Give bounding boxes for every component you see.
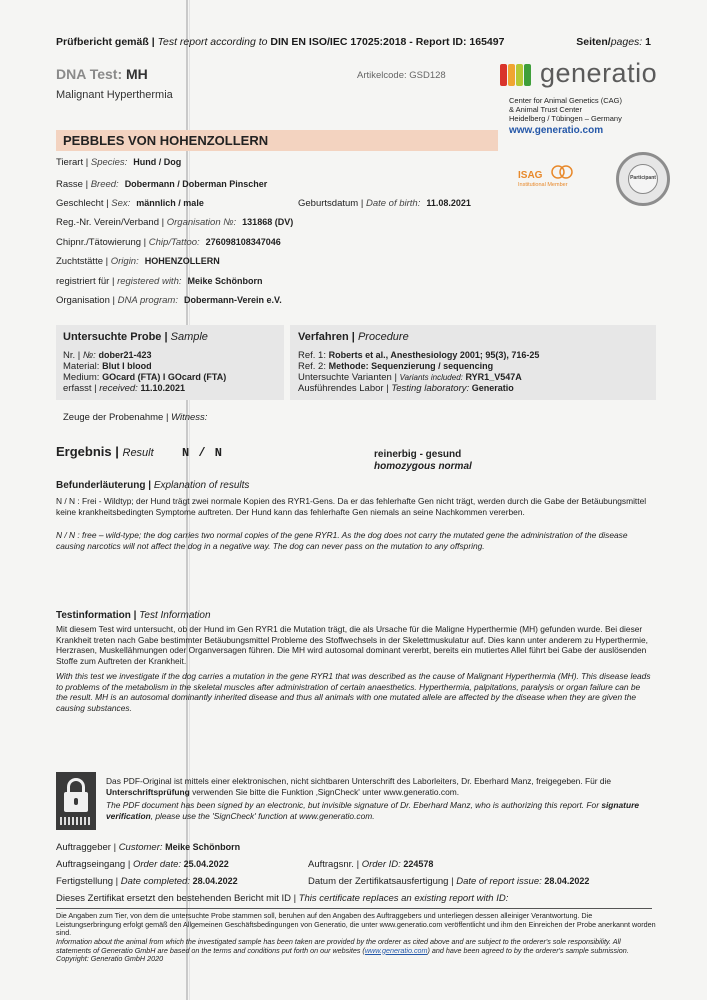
sex-row: Geschlecht | Sex: männlich / male <box>56 198 204 209</box>
page-count: Seiten/pages: 1 <box>576 36 651 48</box>
signature-note-de: Das PDF-Original ist mittels einer elektronischen, nicht sichtbaren Unterschrift des Laborleiters, Dr. Eberhard Manz, freigegeben. Für die Unterschriftsprüfung verwenden Sie bitte die Funktion ‚SignCheck' unter www.generatio.com. <box>106 776 612 797</box>
sample-nr: Nr. | №: dober21-423 <box>63 350 152 361</box>
logo-bar <box>508 64 515 86</box>
logo-bar <box>524 64 531 86</box>
order-id-row: Auftragsnr. | Order ID: 224578 <box>308 859 434 870</box>
species-row: Tierart | Species: Hund / Dog <box>56 157 182 168</box>
isag-subtext: Institutional Member <box>518 182 568 188</box>
procedure-variants: Untersuchte Varianten | Variants included: RYR1_V547A <box>298 372 522 383</box>
footer-de: Die Angaben zum Tier, von dem die untersuchte Probe stammen soll, beruhen auf den Angaben des Auftraggebers und unterliegen dessen alleiniger Verantwortung. Die Leistungserbringung erfolgt gemäß den Allgemeinen Geschäftsbedingungen von Generatio, die unter www.generatio.com veröffentlicht und ihm den Einreichen der Probe anerkannt worden sind. <box>56 911 656 938</box>
owner-row: registriert für | registered with: Meike Schönborn <box>56 276 263 287</box>
replaces-report-row: Dieses Zertifikat ersetzt den bestehenden Bericht mit ID | This certificate replaces an existing report with ID: <box>56 893 509 904</box>
dog-name: PEBBLES VON HOHENZOLLERN <box>63 133 269 148</box>
organisation-row: Organisation | DNA program: Dobermann-Verein e.V. <box>56 295 282 306</box>
testinfo-en: With this test we investigate if the dog carries a mutation in the gene RYR1 that was described as the cause of Malignant Hyperthermia (MH). This disease leads to problems of the metabolism in the skeletal muscles after administration of certain anaesthetics. Hyperthermia, palpitations, paralysis or organ failure can be the result. MH is an autosomal dominantly inherited disease and thus all animals with one mutated allele are affected by the disease when they are given the causing substances. <box>56 671 651 713</box>
test-title: DNA Test: MH <box>56 66 148 82</box>
footer-link[interactable]: www.generatio.com <box>364 945 428 955</box>
lab-url[interactable]: www.generatio.com <box>509 125 604 136</box>
footer-divider <box>56 908 652 909</box>
test-name: Malignant Hyperthermia <box>56 89 173 101</box>
procedure-title: Verfahren | Procedure <box>298 331 409 343</box>
issue-date-row: Datum der Zertifikatsausfertigung | Date of report issue: 28.04.2022 <box>308 876 590 887</box>
report-id: 165497 <box>469 36 505 48</box>
article-code: Artikelcode: GSD128 <box>357 70 446 81</box>
procedure-box <box>290 325 656 400</box>
sample-medium: Medium: GOcard (FTA) I GOcard (FTA) <box>63 372 227 383</box>
result-text-de: reinerbig - gesund <box>374 449 462 460</box>
result-text-en: homozygous normal <box>374 461 472 472</box>
logo-bar <box>516 64 523 86</box>
customer-row: Auftraggeber | Customer: Meike Schönborn <box>56 842 241 853</box>
report-header: Prüfbericht gemäß | Test report according to DIN EN ISO/IEC 17025:2018 - Report ID: 165497 <box>56 36 505 48</box>
footer-en: Information about the animal from which the investigated sample has been taken are provided by the orderer as cited above and are subject to the orderer's sole responsibility. All statements of Generatio GmbH are based on the terms and conditions put forth on our websites (www.generatio.com) and have been agreed to by the orderer's sample submission. Copyright: Generatio GmbH 2020 <box>56 937 629 964</box>
kennel-row: Zuchtstätte | Origin: HOHENZOLLERN <box>56 256 220 267</box>
procedure-ref1: Ref. 1: Roberts et al., Anesthesiology 2001; 95(3), 716-25 <box>298 350 540 361</box>
signature-note-en: The PDF document has been signed by an electronic, but invisible signature of Dr. Eberhard Manz, who is authorizing this report. For signature verification, please use the 'SignCheck' function at www.generatio.com. <box>106 800 640 821</box>
testinfo-de: Mit diesem Test wird untersucht, ob der Hund im Gen RYR1 die Mutation trägt, die als Ursache für die Maligne Hyperthermie (MH) gefunden wurde. Bei dieser Krankheit treten nach Gabe bestimmter Betäubungsmittel Probleme des Stoffwechsels in der Skelettmuskulatur auf. Dies kann unter anderem zu Hyperthermie, Herzrasen, Muskellähmungen oder Organversagen führen. Die MH wird autosomal dominant vererbt, bereits ein mutiertes Allel führt bei Gabe der auslösenden Stoffe zum Auftreten der Krankheit. <box>56 624 648 666</box>
chip-row: Chipnr./Tätowierung | Chip/Tattoo: 276098108347046 <box>56 237 281 248</box>
witness-row: Zeuge der Probenahme | Witness: <box>63 412 208 423</box>
dob-row: Geburtsdatum | Date of birth: 11.08.2021 <box>298 198 471 209</box>
sample-material: Material: Blut I blood <box>63 361 152 372</box>
result-label: Ergebnis | Result <box>56 444 154 459</box>
breed-row: Rasse | Breed: Dobermann / Doberman Pinscher <box>56 179 268 190</box>
result-genotype: N / N <box>182 446 224 460</box>
sample-received: erfasst | received: 11.10.2021 <box>63 383 186 394</box>
generatio-logo-text: generatio <box>540 58 658 88</box>
sample-box <box>56 325 284 400</box>
explanation-en: N / N : free – wild-type; the dog carries two normal copies of the gene RYR1. As the dog does not carry the mutated gene the administration of the disease causing narcotics will not affect the dog in a negative way. The dog can never pass on the mutation to any offspring. <box>56 530 628 551</box>
generatio-logo-icon <box>500 64 536 86</box>
registration-row: Reg.-Nr. Verein/Verband | Organisation №: 131868 (DV) <box>56 217 294 228</box>
explanation-title: Befunderläuterung | Explanation of results <box>56 480 250 491</box>
completed-row: Fertigstellung | Date completed: 28.04.2022 <box>56 876 238 887</box>
proficiency-seal-icon: Participant <box>616 152 670 206</box>
sample-title: Untersuchte Probe | Sample <box>63 331 208 343</box>
procedure-lab: Ausführendes Labor | Testing laboratory: Generatio <box>298 383 514 394</box>
lab-address: Center for Animal Genetics (CAG) & Animal Trust Center Heidelberg / Tübingen – Germany <box>509 96 622 123</box>
order-date-row: Auftragseingang | Order date: 25.04.2022 <box>56 859 229 870</box>
logo-bar <box>500 64 507 86</box>
isag-text: ISAG <box>518 170 543 181</box>
explanation-de: N / N : Frei - Wildtyp; der Hund trägt zwei normale Kopien des RYR1-Gens. Da er das fehlerhafte Gen nicht trägt, werden durch die Gabe der Betäubungsmittel keine krankheitsbedingten Symptome auftreten. Der Hund kann das fehlerhafte Gen niemals an seine Nachkommen vererben. <box>56 496 647 517</box>
testinfo-title: Testinformation | Test Information <box>56 610 211 621</box>
procedure-ref2: Ref. 2: Methode: Sequenzierung / sequencing <box>298 361 494 372</box>
lock-icon <box>56 772 96 830</box>
